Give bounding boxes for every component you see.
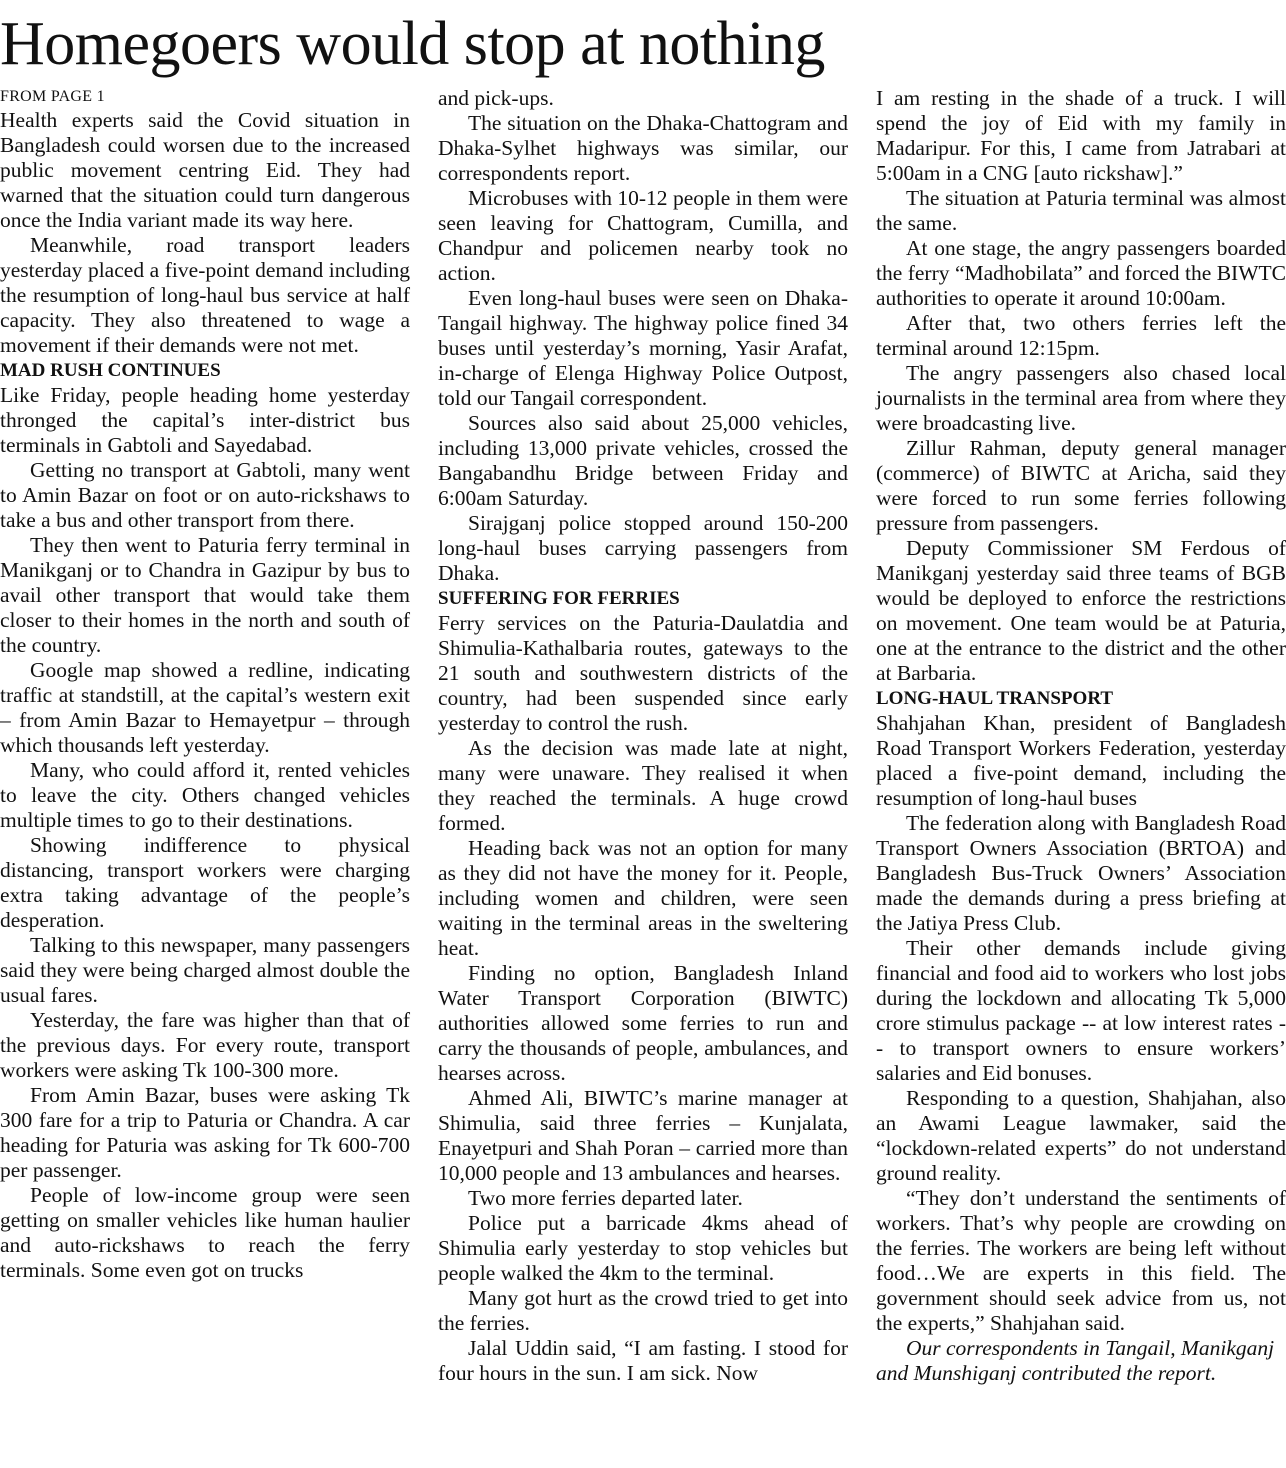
paragraph: Many, who could afford it, rented vehicles to leave the city. Others changed vehicles multiple times to go to their destinations. xyxy=(0,758,410,832)
paragraph: Getting no transport at Gabtoli, many went to Amin Bazar on foot or on auto-rickshaws to take a bus and other transport from there. xyxy=(0,458,410,532)
paragraph: Talking to this newspaper, many passengers said they were being charged almost double the usual fares. xyxy=(0,933,410,1007)
paragraph: Zillur Rahman, deputy general manager (commerce) of BIWTC at Aricha, said they were forced to run some ferries following pressure from passengers. xyxy=(876,436,1286,535)
paragraph: From Amin Bazar, buses were asking Tk 300 fare for a trip to Paturia or Chandra. A car heading for Paturia was asking for Tk 600-700 per passenger. xyxy=(0,1083,410,1182)
paragraph: At one stage, the angry passengers boarded the ferry “Madhobilata” and forced the BIWTC authorities to operate it around 10:00am. xyxy=(876,236,1286,310)
paragraph: The federation along with Bangladesh Road Transport Owners Association (BRTOA) and Bangladesh Bus-Truck Owners’ Association made the demands during a press briefing at the Jatiya Press Club. xyxy=(876,811,1286,935)
paragraph: Police put a barricade 4kms ahead of Shimulia early yesterday to stop vehicles but people walked the 4km to the terminal. xyxy=(438,1211,848,1285)
paragraph: Finding no option, Bangladesh Inland Water Transport Corporation (BIWTC) authorities allowed some ferries to run and carry the thousands of people, ambulances, and hearses across. xyxy=(438,961,848,1085)
paragraph: Shahjahan Khan, president of Bangladesh Road Transport Workers Federation, yesterday placed a five-point demand, including the resumption of long-haul buses xyxy=(876,711,1286,810)
paragraph: They then went to Paturia ferry terminal in Manikganj or to Chandra in Gazipur by bus to avail other transport that would take them closer to their homes in the north and south of the country. xyxy=(0,533,410,657)
column-2 xyxy=(438,86,848,1386)
paragraph: Two more ferries departed later. xyxy=(468,1186,743,1210)
subhead-long-haul-transport: LONG-HAUL TRANSPORT xyxy=(876,688,1114,709)
paragraph: Google map showed a redline, indicating traffic at standstill, at the capital’s western exit – from Amin Bazar to Hemayetpur – through which thousands left yesterday. xyxy=(0,658,410,757)
paragraph: The situation on the Dhaka-Chattogram and Dhaka-Sylhet highways was similar, our correspondents report. xyxy=(438,111,848,185)
paragraph: Ferry services on the Paturia-Daulatdia and Shimulia-Kathalbaria routes, gateways to the 21 south and southwestern districts of the country, had been suspended since early yesterday to control the rush. xyxy=(438,611,848,735)
paragraph: Heading back was not an option for many as they did not have the money for it. People, including women and children, were seen waiting in the terminal areas in the sweltering heat. xyxy=(438,836,848,960)
paragraph: The angry passengers also chased local journalists in the terminal area from where they were broadcasting live. xyxy=(876,361,1286,435)
paragraph: Deputy Commissioner SM Ferdous of Manikganj yesterday said three teams of BGB would be deployed to enforce the restrictions on movement. One team would be at Paturia, one at the entrance to the district and the other at Barbaria. xyxy=(876,536,1286,685)
paragraph: Showing indifference to physical distancing, transport workers were charging extra taking advantage of the people’s desperation. xyxy=(0,833,410,932)
paragraph: Meanwhile, road transport leaders yesterday placed a five-point demand including the resumption of long-haul bus service at half capacity. They also threatened to wage a movement if their demands were not met. xyxy=(0,233,410,357)
column-1 xyxy=(0,86,410,1283)
paragraph: The situation at Paturia terminal was almost the same. xyxy=(876,186,1286,235)
paragraph: I am resting in the shade of a truck. I will spend the joy of Eid with my family in Madaripur. For this, I came from Jatrabari at 5:00am in a CNG [auto rickshaw].” xyxy=(876,86,1286,185)
subhead-suffering-for-ferries: SUFFERING FOR FERRIES xyxy=(438,588,680,609)
paragraph: Microbuses with 10-12 people in them were seen leaving for Chattogram, Cumilla, and Chandpur and policemen nearby took no action. xyxy=(438,186,848,285)
paragraph: Jalal Uddin said, “I am fasting. I stood for four hours in the sun. I am sick. Now xyxy=(438,1336,848,1385)
contributor-credit: Our correspondents in Tangail, Manikganj and Munshiganj contributed the report. xyxy=(876,1336,1275,1385)
paragraph: Yesterday, the fare was higher than that of the previous days. For every route, transport workers were asking Tk 100-300 more. xyxy=(0,1008,410,1082)
paragraph: People of low-income group were seen getting on smaller vehicles like human haulier and auto-rickshaws to reach the ferry terminals. Some even got on trucks xyxy=(0,1183,410,1282)
paragraph: Many got hurt as the crowd tried to get into the ferries. xyxy=(438,1286,848,1335)
paragraph: Responding to a question, Shahjahan, also an Awami League lawmaker, said the “lockdown-related experts” do not understand ground reality. xyxy=(876,1086,1286,1185)
paragraph: Sources also said about 25,000 vehicles, including 13,000 private vehicles, crossed the Bangabandhu Bridge between Friday and 6:00am Saturday. xyxy=(438,411,848,510)
paragraph: Health experts said the Covid situation in Bangladesh could worsen due to the increased public movement centring Eid. They had warned that the situation could turn dangerous once the India variant made its way here. xyxy=(0,108,410,232)
subhead-mad-rush: MAD RUSH CONTINUES xyxy=(0,360,221,381)
paragraph: As the decision was made late at night, many were unaware. They realised it when they reached the terminals. A huge crowd formed. xyxy=(438,736,848,835)
paragraph: Like Friday, people heading home yesterday thronged the capital’s inter-district bus terminals in Gabtoli and Sayedabad. xyxy=(0,383,410,457)
paragraph: and pick-ups. xyxy=(438,86,554,110)
paragraph: Sirajganj police stopped around 150-200 long-haul buses carrying passengers from Dhaka. xyxy=(438,511,848,585)
paragraph: Even long-haul buses were seen on Dhaka-Tangail highway. The highway police fined 34 buses until yesterday’s morning, Yasir Arafat, in-charge of Elenga Highway Police Outpost, told our Tangail correspondent. xyxy=(438,286,848,410)
paragraph: Their other demands include giving financial and food aid to workers who lost jobs during the lockdown and allocating Tk 5,000 crore stimulus package -- at low interest rates -- to transport owners to ensure workers’ salaries and Eid bonuses. xyxy=(876,936,1286,1085)
paragraph: After that, two others ferries left the terminal around 12:15pm. xyxy=(876,311,1286,360)
continued-from-label: FROM PAGE 1 xyxy=(0,88,105,105)
headline: Homegoers would stop at nothing xyxy=(0,10,825,78)
paragraph: “They don’t understand the sentiments of workers. That’s why people are crowding on the ferries. The workers are being left without food…We are experts in this field. The government should seek advice from us, not the experts,” Shahjahan said. xyxy=(876,1186,1286,1335)
column-3 xyxy=(876,86,1286,1386)
paragraph: Ahmed Ali, BIWTC’s marine manager at Shimulia, said three ferries – Kunjalata, Enayetpuri and Shah Poran – carried more than 10,000 people and 13 ambulances and hearses. xyxy=(438,1086,848,1185)
